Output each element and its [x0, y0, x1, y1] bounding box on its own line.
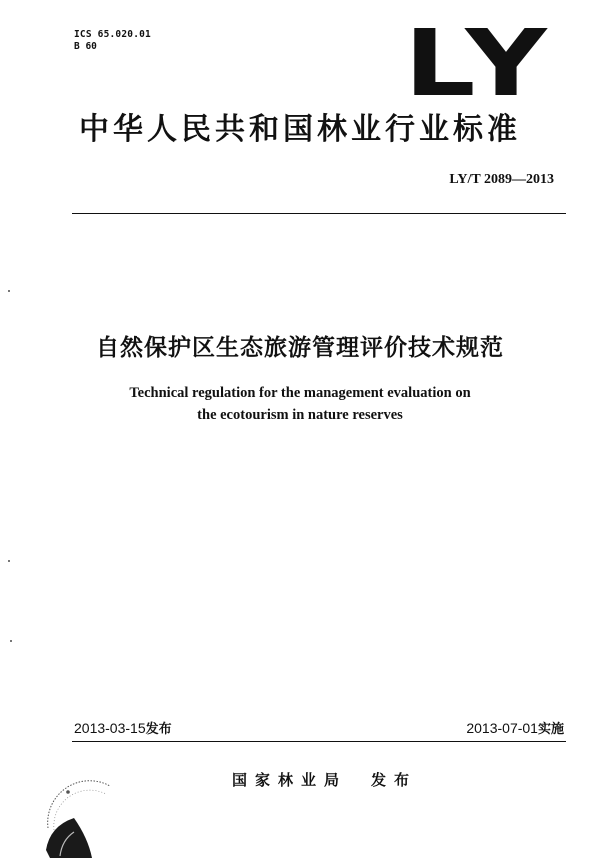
- top-divider: [72, 213, 566, 214]
- implement-date: 2013-07-01: [466, 720, 538, 736]
- scan-speck: [8, 290, 10, 292]
- standard-type-heading: 中华人民共和国林业行业标准: [79, 112, 521, 147]
- english-title-line-2: the ecotourism in nature reserves: [197, 407, 403, 423]
- scan-speck: [8, 560, 10, 562]
- issue-date: 2013-03-15: [74, 720, 146, 736]
- publisher-label: 发布: [371, 771, 418, 789]
- english-title-line-1: Technical regulation for the management evaluation on: [129, 385, 471, 401]
- ics-code: ICS 65.020.01: [74, 29, 151, 40]
- stamp-dot: [66, 790, 70, 794]
- implement-date-block: [466, 719, 564, 739]
- implement-label: 实施: [537, 722, 564, 737]
- stamp-dark-mark: [46, 818, 92, 858]
- stamp-arc-outer: [48, 781, 110, 828]
- standard-number: LY/T 2089—2013: [449, 172, 554, 187]
- circular-stamp-icon: [40, 768, 130, 858]
- chinese-title: 自然保护区生态旅游管理评价技术规范: [96, 335, 504, 361]
- publisher-name: 国家林业局: [232, 771, 348, 789]
- stamp-arc-inner: [54, 790, 106, 830]
- english-title: [0, 382, 600, 426]
- issue-label: 发布: [145, 722, 172, 737]
- issue-date-block: [74, 719, 172, 739]
- scan-speck: [10, 640, 12, 642]
- ly-logo: LY: [404, 10, 554, 117]
- bottom-divider: [72, 741, 566, 742]
- ccs-code: B 60: [74, 41, 97, 52]
